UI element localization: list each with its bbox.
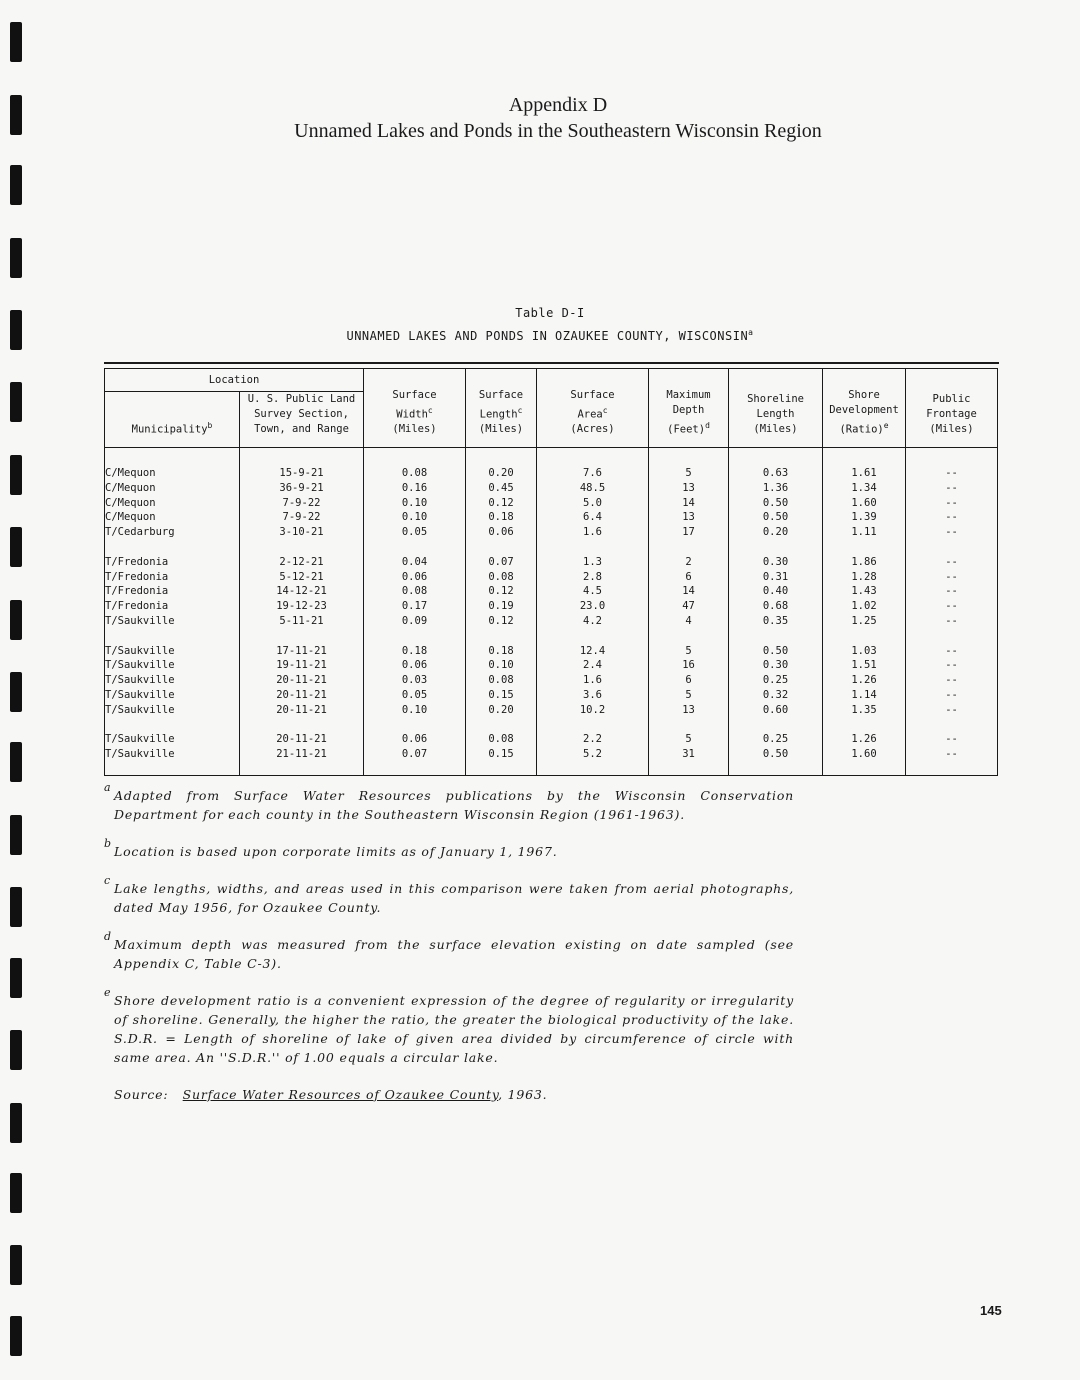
appendix-title: Appendix D (508, 94, 608, 116)
frontage-column (906, 448, 998, 776)
group-gap (105, 629, 239, 644)
cell-municipality: T/Saukville (105, 748, 175, 761)
cell-shoreline: 0.25 (762, 733, 789, 746)
cell-frontage: -- (945, 614, 958, 627)
cell-length: 0.08 (488, 674, 514, 687)
binding-hole (10, 455, 22, 495)
group-gap (729, 540, 822, 555)
cell-depth: 5 (685, 688, 692, 701)
table-top-rule (104, 362, 999, 364)
cell-area: 6.4 (583, 511, 602, 524)
cell-ratio: 1.02 (851, 600, 877, 613)
cell-frontage: -- (945, 511, 958, 524)
footnote-text: Shore development ratio is a convenient expression of the degree of regularity or irregularity of shoreline. Generally, the higher the ratio, the greater the biological productivity of the lake. S.D.R. = Length of shoreline of lake of given area divided by circumference of circle with same area. An ''S.D.R.'' of 1.00 equals a circular lake. (114, 993, 794, 1065)
ratio-header: Shore Development (Ratio)$^e$ (823, 369, 906, 448)
binding-hole (10, 742, 22, 782)
ratio-column (823, 448, 906, 776)
footnote-text: Location is based upon corporate limits as of January 1, 1967. (114, 844, 558, 859)
cell-survey: 17-11-21 (276, 644, 327, 657)
cell-shoreline: 0.50 (762, 511, 789, 524)
cell-shoreline: 0.63 (762, 467, 789, 479)
cell-depth: 17 (682, 526, 695, 539)
group-gap (906, 718, 997, 733)
cell-ratio: 1.60 (851, 748, 877, 761)
cell-frontage: -- (945, 659, 958, 672)
cell-area: 10.2 (579, 703, 606, 716)
cell-frontage: -- (945, 570, 958, 583)
cell-survey: 7-9-22 (282, 511, 321, 524)
cell-frontage: -- (945, 496, 958, 509)
cell-municipality: C/Mequon (105, 481, 156, 494)
cell-frontage: -- (945, 644, 958, 657)
appendix-subtitle: Unnamed Lakes and Ponds in the Southeastern Wisconsin Region (294, 120, 822, 142)
depth-header: Maximum Depth (Feet)$^d$ (649, 369, 729, 448)
footnote-marker: a (104, 781, 112, 794)
cell-municipality: T/Fredonia (105, 555, 169, 568)
survey-column (240, 448, 364, 776)
cell-width: 0.05 (401, 688, 428, 701)
cell-ratio: 1.35 (851, 703, 877, 716)
cell-shoreline: 0.30 (762, 555, 789, 568)
cell-survey: 7-9-22 (282, 496, 321, 509)
group-gap (364, 540, 465, 555)
cell-depth: 14 (682, 585, 695, 598)
binding-hole (10, 238, 22, 278)
footnote-marker: c (104, 874, 111, 887)
cell-shoreline: 0.50 (762, 496, 789, 509)
group-gap (364, 718, 465, 733)
group-gap (240, 629, 363, 644)
cell-municipality: T/Saukville (105, 659, 175, 672)
group-gap (906, 540, 997, 555)
group-gap (729, 629, 822, 644)
cell-survey: 3-10-21 (279, 526, 324, 539)
cell-survey: 2-12-21 (279, 555, 324, 568)
shoreline-header: Shoreline Length (Miles) (729, 369, 823, 448)
cell-survey: 14-12-21 (276, 585, 327, 598)
cell-width: 0.16 (401, 481, 428, 494)
cell-shoreline: 1.36 (762, 481, 789, 494)
binding-hole (10, 1030, 22, 1070)
page-number: 145 (980, 1303, 1002, 1318)
cell-area: 1.6 (583, 526, 602, 539)
source-year: , 1963. (498, 1087, 548, 1102)
cell-municipality: T/Saukville (105, 644, 175, 657)
cell-ratio: 1.11 (851, 526, 877, 539)
group-gap (105, 718, 239, 733)
cell-width: 0.03 (401, 674, 428, 687)
cell-length: 0.20 (488, 703, 514, 716)
group-gap (537, 629, 648, 644)
lakes-table (104, 368, 998, 776)
cell-survey: 19-11-21 (276, 659, 327, 672)
binding-hole (10, 1173, 22, 1213)
cell-length: 0.08 (488, 570, 514, 583)
footnotes (104, 781, 794, 1104)
group-gap (537, 540, 648, 555)
cell-frontage: -- (945, 674, 958, 687)
cell-length: 0.12 (488, 496, 514, 509)
cell-ratio: 1.26 (851, 674, 877, 687)
cell-width: 0.18 (401, 644, 428, 657)
cell-width: 0.10 (401, 511, 428, 524)
group-gap (823, 718, 905, 733)
cell-length: 0.18 (488, 511, 514, 524)
table-title: UNNAMED LAKES AND PONDS IN OZAUKEE COUNTY, WISCONSIN$^a$ (346, 328, 754, 343)
cell-depth: 5 (685, 467, 692, 479)
cell-shoreline: 0.50 (762, 644, 789, 657)
cell-depth: 5 (685, 644, 692, 657)
cell-frontage: -- (945, 600, 958, 613)
group-gap (649, 718, 728, 733)
footnote-b (104, 837, 794, 861)
width-header: Surface Width$^c$ (Miles) (364, 369, 466, 448)
cell-area: 3.6 (583, 688, 602, 701)
cell-shoreline: 0.68 (762, 600, 789, 613)
cell-shoreline: 0.32 (762, 688, 789, 701)
cell-frontage: -- (945, 585, 958, 598)
group-gap (823, 629, 905, 644)
cell-municipality: T/Saukville (105, 733, 175, 746)
cell-area: 7.6 (583, 467, 602, 479)
cell-ratio: 1.86 (851, 555, 877, 568)
binding-hole (10, 527, 22, 567)
cell-frontage: -- (945, 748, 958, 761)
cell-depth: 16 (682, 659, 695, 672)
cell-frontage: -- (945, 703, 958, 716)
length-header: Surface Length$^c$ (Miles) (466, 369, 537, 448)
cell-frontage: -- (945, 481, 958, 494)
cell-shoreline: 0.60 (762, 703, 789, 716)
cell-length: 0.15 (488, 688, 514, 701)
cell-width: 0.06 (401, 570, 428, 583)
cell-frontage: -- (945, 555, 958, 568)
cell-municipality: T/Fredonia (105, 600, 169, 613)
footnote-e (104, 986, 794, 1067)
cell-depth: 13 (682, 511, 695, 524)
cell-frontage: -- (945, 733, 958, 746)
binding-hole (10, 165, 22, 205)
footnote-text: Lake lengths, widths, and areas used in this comparison were taken from aerial photographs, dated May 1956, for Ozaukee County. (114, 881, 794, 915)
source-publication: Surface Water Resources of Ozaukee County (182, 1087, 499, 1102)
cell-width: 0.06 (401, 733, 428, 746)
footnote-marker: d (104, 930, 112, 943)
group-gap (823, 540, 905, 555)
appendix-heading (0, 92, 1080, 144)
footnote-text: Adapted from Surface Water Resources publications by the Wisconsin Conservation Department for each county in the Southeastern Wisconsin Region (1961-1963). (114, 788, 794, 822)
binding-hole (10, 1316, 22, 1356)
cell-area: 12.4 (579, 644, 606, 657)
cell-depth: 4 (685, 614, 692, 627)
cell-municipality: T/Saukville (105, 674, 175, 687)
cell-depth: 13 (682, 481, 695, 494)
location-header: Location (105, 369, 364, 392)
cell-municipality: T/Cedarburg (105, 526, 175, 539)
cell-depth: 6 (685, 570, 692, 583)
width-column (364, 448, 466, 776)
footnote-text: Maximum depth was measured from the surface elevation existing on date sampled (see Appendix C, Table C-3). (114, 937, 794, 971)
footnote-marker: b (104, 837, 112, 850)
cell-ratio: 1.14 (851, 688, 877, 701)
cell-length: 0.18 (488, 644, 514, 657)
binding-hole (10, 958, 22, 998)
cell-municipality: T/Fredonia (105, 570, 169, 583)
cell-shoreline: 0.35 (762, 614, 789, 627)
cell-ratio: 1.61 (851, 467, 877, 479)
cell-survey: 36-9-21 (279, 481, 324, 494)
cell-municipality: C/Mequon (105, 496, 156, 509)
cell-survey: 21-11-21 (276, 748, 327, 761)
cell-area: 1.3 (583, 555, 602, 568)
frontage-header: Public Frontage (Miles) (906, 369, 998, 448)
binding-hole (10, 887, 22, 927)
cell-municipality: C/Mequon (105, 467, 156, 479)
cell-area: 4.2 (583, 614, 602, 627)
binding-hole (10, 672, 22, 712)
footnote-marker: e (104, 986, 112, 999)
group-gap (906, 629, 997, 644)
cell-depth: 6 (685, 674, 692, 687)
cell-frontage: -- (945, 467, 958, 479)
cell-survey: 20-11-21 (276, 733, 327, 746)
cell-municipality: C/Mequon (105, 511, 156, 524)
cell-shoreline: 0.31 (762, 570, 789, 583)
cell-width: 0.04 (401, 555, 428, 568)
area-column (537, 448, 649, 776)
cell-shoreline: 0.30 (762, 659, 789, 672)
cell-ratio: 1.26 (851, 733, 877, 746)
municipality-header: Municipality$^b$ (105, 392, 240, 448)
cell-length: 0.10 (488, 659, 514, 672)
cell-municipality: T/Fredonia (105, 585, 169, 598)
source-note (104, 1085, 794, 1104)
group-gap (649, 540, 728, 555)
length-column (466, 448, 537, 776)
cell-length: 0.15 (488, 748, 514, 761)
cell-length: 0.06 (488, 526, 514, 539)
cell-length: 0.12 (488, 614, 514, 627)
table-caption (0, 306, 1080, 343)
cell-width: 0.17 (401, 600, 428, 613)
cell-depth: 47 (682, 600, 695, 613)
table-label: Table D-I (515, 306, 585, 320)
cell-ratio: 1.25 (851, 614, 877, 627)
cell-area: 1.6 (583, 674, 602, 687)
cell-length: 0.12 (488, 585, 514, 598)
cell-ratio: 1.43 (851, 585, 877, 598)
cell-municipality: T/Saukville (105, 614, 175, 627)
cell-municipality: T/Saukville (105, 703, 175, 716)
cell-width: 0.08 (401, 585, 428, 598)
binding-hole (10, 22, 22, 62)
group-gap (240, 540, 363, 555)
cell-area: 2.8 (583, 570, 602, 583)
cell-depth: 13 (682, 703, 695, 716)
binding-hole (10, 382, 22, 422)
cell-survey: 20-11-21 (276, 674, 327, 687)
footnote-a (104, 781, 794, 824)
municipality-column (105, 448, 240, 776)
cell-area: 48.5 (579, 481, 606, 494)
cell-length: 0.08 (488, 733, 514, 746)
cell-survey: 15-9-21 (279, 467, 324, 479)
cell-municipality: T/Saukville (105, 688, 175, 701)
group-gap (649, 629, 728, 644)
cell-shoreline: 0.40 (762, 585, 789, 598)
cell-survey: 5-11-21 (279, 614, 324, 627)
cell-length: 0.20 (488, 467, 514, 479)
cell-ratio: 1.39 (851, 511, 877, 524)
cell-area: 23.0 (579, 600, 606, 613)
cell-ratio: 1.34 (851, 481, 877, 494)
cell-depth: 2 (685, 555, 692, 568)
cell-ratio: 1.03 (851, 644, 877, 657)
cell-area: 4.5 (583, 585, 602, 598)
cell-width: 0.10 (401, 496, 428, 509)
cell-shoreline: 0.20 (762, 526, 789, 539)
cell-ratio: 1.60 (851, 496, 877, 509)
group-gap (537, 718, 648, 733)
cell-depth: 31 (682, 748, 695, 761)
group-gap (466, 718, 536, 733)
group-gap (466, 629, 536, 644)
cell-frontage: -- (945, 688, 958, 701)
group-gap (240, 718, 363, 733)
group-gap (466, 540, 536, 555)
cell-length: 0.19 (488, 600, 514, 613)
cell-width: 0.07 (401, 748, 428, 761)
cell-frontage: -- (945, 526, 958, 539)
cell-width: 0.05 (401, 526, 428, 539)
cell-ratio: 1.28 (851, 570, 877, 583)
cell-width: 0.08 (401, 467, 428, 479)
cell-shoreline: 0.50 (762, 748, 789, 761)
cell-area: 5.0 (583, 496, 602, 509)
cell-survey: 20-11-21 (276, 688, 327, 701)
cell-survey: 19-12-23 (276, 600, 327, 613)
source-label: Source: (114, 1087, 169, 1102)
cell-ratio: 1.51 (851, 659, 877, 672)
group-gap (729, 718, 822, 733)
cell-shoreline: 0.25 (762, 674, 789, 687)
depth-column (649, 448, 729, 776)
cell-survey: 20-11-21 (276, 703, 327, 716)
binding-hole (10, 1103, 22, 1143)
cell-depth: 14 (682, 496, 695, 509)
footnote-c (104, 874, 794, 917)
cell-length: 0.45 (488, 481, 514, 494)
cell-area: 5.2 (583, 748, 602, 761)
cell-area: 2.2 (583, 733, 602, 746)
area-header: Surface Area$^c$ (Acres) (537, 369, 649, 448)
group-gap (105, 540, 239, 555)
shoreline-column (729, 448, 823, 776)
binding-hole (10, 815, 22, 855)
binding-hole (10, 600, 22, 640)
table-body-row (105, 448, 998, 776)
binding-hole (10, 1245, 22, 1285)
cell-length: 0.07 (488, 555, 514, 568)
cell-area: 2.4 (583, 659, 602, 672)
cell-width: 0.10 (401, 703, 428, 716)
group-gap (364, 629, 465, 644)
survey-header: U. S. Public Land Survey Section, Town, and Range (240, 392, 364, 448)
cell-width: 0.06 (401, 659, 428, 672)
cell-depth: 5 (685, 733, 692, 746)
cell-width: 0.09 (401, 614, 428, 627)
cell-survey: 5-12-21 (279, 570, 324, 583)
footnote-d (104, 930, 794, 973)
